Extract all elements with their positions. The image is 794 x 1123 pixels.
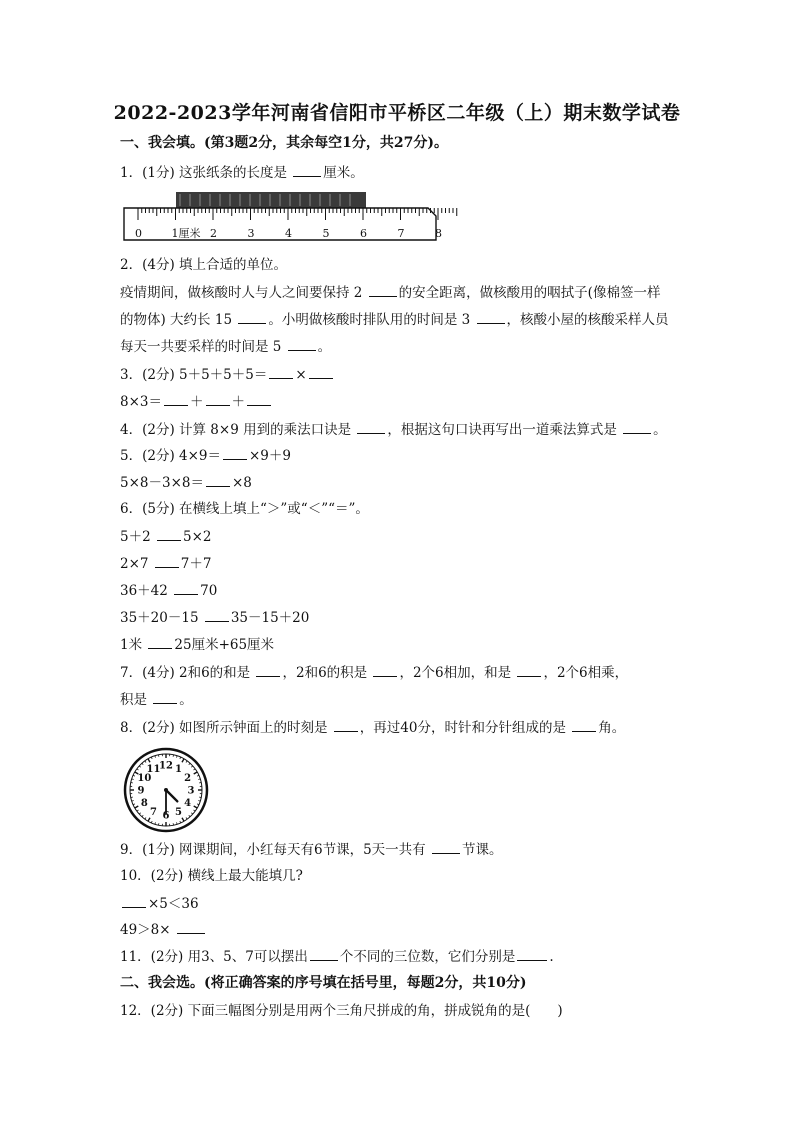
question-5-text: ×8 <box>231 475 252 491</box>
compare-left: 2×7 <box>120 556 153 572</box>
question-9 <box>120 840 502 859</box>
page-title: 2022-2023学年河南省信阳市平桥区二年级（上）期末数学试卷 <box>113 102 681 124</box>
clock-number: 10 <box>137 773 152 784</box>
question-5-line-2 <box>120 473 252 492</box>
answer-blank[interactable] <box>517 663 541 677</box>
question-11-text: 11．(2分) 用3、5、7可以摆出 <box>120 949 308 965</box>
question-1-text: 1．(1分) 这张纸条的长度是 <box>120 165 292 181</box>
question-2-heading: 2．(4分) 填上合适的单位。 <box>120 257 288 273</box>
question-5-text: 5×8－3×8＝ <box>120 475 204 491</box>
question-4-text: 。 <box>653 422 667 438</box>
question-2-text: 疫情期间，做核酸时人与人之间要保持 2 <box>120 285 367 301</box>
question-5-line-1 <box>120 446 291 465</box>
answer-blank[interactable] <box>517 947 547 961</box>
compare-right: 7＋7 <box>180 556 212 572</box>
question-11 <box>120 947 554 966</box>
clock-number: 12 <box>159 760 173 772</box>
question-7-text: 7．(4分) 2和6的和是 <box>120 665 255 681</box>
clock-center <box>164 788 168 792</box>
question-10-heading: 10．(2分) 横线上最大能填几? <box>120 868 303 884</box>
ruler-figure <box>120 190 440 246</box>
answer-blank[interactable] <box>122 894 146 908</box>
question-2-text: 的安全距离，做核酸用的咽拭子(像棉签一样 <box>398 285 661 301</box>
compare-right: 70 <box>200 583 218 599</box>
clock-number: 2 <box>184 773 192 784</box>
ruler-label: 2 <box>210 227 217 240</box>
clock-number: 5 <box>175 807 182 819</box>
question-1-unit: 厘米。 <box>323 165 364 181</box>
compare-row <box>120 527 211 546</box>
question-6-heading: 6．(5分) 在横线上填上“＞”或“＜”“＝”。 <box>120 501 369 517</box>
compare-right: 25厘米+65厘米 <box>174 637 275 653</box>
answer-blank[interactable] <box>153 690 177 704</box>
answer-blank[interactable] <box>148 635 172 649</box>
question-2-text: 。小明做核酸时排队用的时间是 3 <box>268 312 475 328</box>
question-3-line-2 <box>120 392 273 411</box>
answer-blank[interactable] <box>256 663 280 677</box>
question-8-text: ，再过40分，时针和分针组成的是 <box>359 720 571 736</box>
ruler-label: 8 <box>435 227 442 240</box>
question-4 <box>120 420 667 439</box>
compare-left: 36＋42 <box>120 583 173 599</box>
question-2-line-3 <box>120 337 331 356</box>
answer-blank[interactable] <box>432 840 460 854</box>
answer-blank[interactable] <box>164 392 188 406</box>
question-8 <box>120 718 625 737</box>
answer-blank[interactable] <box>293 163 321 177</box>
ruler-label: 3 <box>247 227 255 240</box>
answer-blank[interactable] <box>269 365 293 379</box>
question-10-line-1 <box>120 894 199 913</box>
question-8-text: 角。 <box>598 720 626 736</box>
question-12[interactable]: 12．(2分) 下面三幅图分别是用两个三角尺拼成的角，拼成锐角的是( ) <box>120 1003 563 1019</box>
question-2-line-2 <box>120 310 669 329</box>
question-2-text: 的物体) 大约长 15 <box>120 312 237 328</box>
question-7-text: ，2个6相乘， <box>543 665 629 681</box>
answer-blank[interactable] <box>334 718 358 732</box>
question-4-text: 4．(2分) 计算 8×9 用到的乘法口诀是 <box>120 422 356 438</box>
compare-row <box>120 581 217 600</box>
section-2-heading: 二、我会选。(将正确答案的序号填在括号里，每题2分，共10分) <box>120 975 527 991</box>
answer-blank[interactable] <box>288 337 316 351</box>
plus-sign: ＋ <box>190 394 204 410</box>
question-8-text: 8．(2分) 如图所示钟面上的时刻是 <box>120 720 332 736</box>
compare-row <box>120 635 274 654</box>
answer-blank[interactable] <box>223 446 247 460</box>
answer-blank[interactable] <box>174 581 198 595</box>
answer-blank[interactable] <box>206 473 230 487</box>
question-4-text: ，根据这句口诀再写出一道乘法算式是 <box>387 422 622 438</box>
answer-blank[interactable] <box>572 718 596 732</box>
clock-number: 1 <box>175 763 182 775</box>
ruler-label: 4 <box>285 227 292 240</box>
question-7-line-1 <box>120 663 628 682</box>
question-3-text: 3．(2分) 5＋5＋5＋5＝ <box>120 367 268 383</box>
ruler-label: 0 <box>135 227 142 240</box>
compare-right: 35－15＋20 <box>230 610 310 626</box>
question-10-line-2 <box>120 920 207 939</box>
answer-blank[interactable] <box>623 420 651 434</box>
question-7-text: ，2和6的积是 <box>282 665 372 681</box>
answer-blank[interactable] <box>238 310 266 324</box>
question-11-text: . <box>549 949 554 965</box>
question-7-text: ，2个6相加，和是 <box>399 665 516 681</box>
question-10-text: ×5＜36 <box>148 896 199 912</box>
answer-blank[interactable] <box>247 392 271 406</box>
question-2-text: 每天一共要采样的时间是 5 <box>120 339 286 355</box>
compare-row <box>120 608 309 627</box>
answer-blank[interactable] <box>157 527 181 541</box>
question-1 <box>120 163 364 182</box>
question-11-text: 个不同的三位数，它们分别是 <box>339 949 516 965</box>
question-2-line-1 <box>120 283 660 302</box>
question-10-text: 49＞8× <box>120 922 175 938</box>
answer-blank[interactable] <box>477 310 505 324</box>
answer-blank[interactable] <box>309 365 333 379</box>
answer-blank[interactable] <box>177 920 205 934</box>
compare-right: 5×2 <box>182 529 212 545</box>
clock-number: 4 <box>184 798 192 809</box>
answer-blank[interactable] <box>206 392 230 406</box>
answer-blank[interactable] <box>357 420 385 434</box>
answer-blank[interactable] <box>369 283 397 297</box>
question-7-text: 积是 <box>120 692 152 708</box>
question-2-text: ，核酸小屋的核酸采样人员 <box>506 312 669 328</box>
question-7-line-2 <box>120 690 193 709</box>
paper-strip <box>176 192 366 208</box>
section-1-heading: 一、我会填。(第3题2分，其余每空1分，共27分)。 <box>120 135 448 151</box>
question-7-text: 。 <box>179 692 193 708</box>
clock-number: 7 <box>150 807 157 819</box>
question-9-text: 节课。 <box>461 842 503 858</box>
answer-blank[interactable] <box>205 608 229 622</box>
answer-blank[interactable] <box>155 554 179 568</box>
answer-blank[interactable] <box>373 663 397 677</box>
clock-number: 9 <box>137 785 145 797</box>
ruler-label: 7 <box>397 227 405 240</box>
clock-number: 6 <box>162 810 170 822</box>
question-2-text: 。 <box>317 339 332 355</box>
compare-left: 5＋2 <box>120 529 155 545</box>
clock-number: 3 <box>187 785 195 797</box>
question-5-text: 5．(2分) 4×9＝ <box>120 448 221 464</box>
clock-number: 8 <box>140 798 148 809</box>
compare-left: 35＋20－15 <box>120 610 203 626</box>
plus-sign: ＋ <box>231 394 245 410</box>
compare-left: 1米 <box>120 637 147 653</box>
clock-figure <box>120 746 212 834</box>
ruler-label: 5 <box>322 227 330 240</box>
clock-number: 11 <box>146 763 161 775</box>
question-3-line-1 <box>120 365 335 384</box>
compare-row <box>120 554 211 573</box>
question-3-text: 8×3＝ <box>120 394 162 410</box>
question-9-text: 9．(1分) 网课期间，小红每天有6节课，5天一共有 <box>120 842 430 858</box>
multiply-sign: × <box>295 367 307 383</box>
ruler-label: 6 <box>360 227 367 240</box>
question-5-text: ×9＋9 <box>249 448 291 464</box>
ruler-label: 1厘米 <box>171 227 201 240</box>
answer-blank[interactable] <box>310 947 338 961</box>
